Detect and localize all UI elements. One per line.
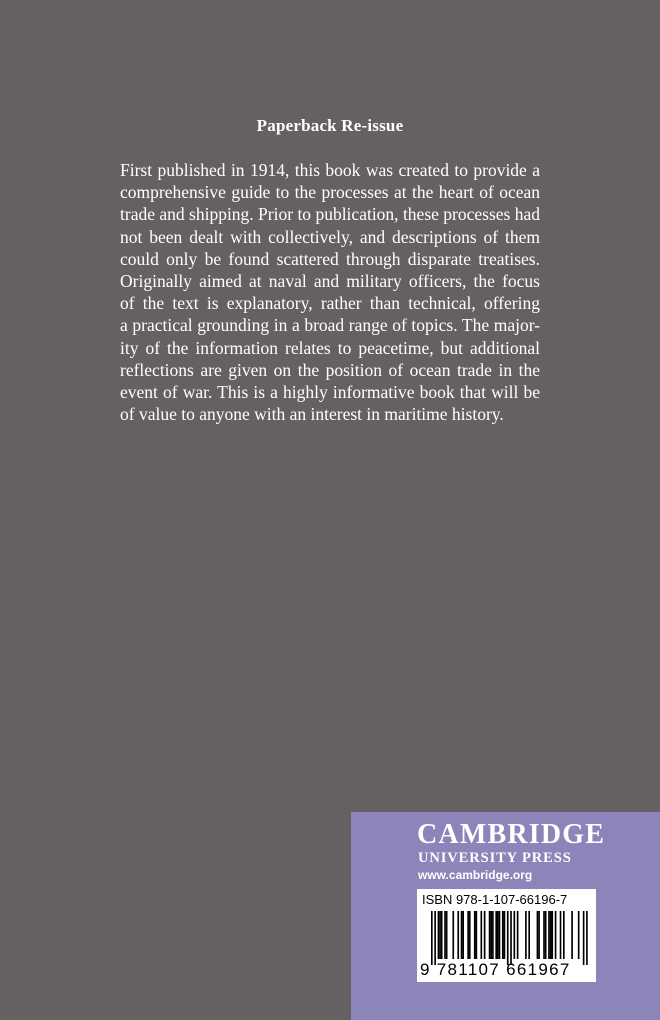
barcode-bar xyxy=(560,911,562,959)
publisher-logo-name: CAMBRIDGE xyxy=(417,819,606,850)
blurb-line: ity of the information relates to peacetime, but additional xyxy=(120,337,540,358)
barcode-bar xyxy=(586,911,588,965)
blurb-line: a practical grounding in a broad range of topics. The major- xyxy=(120,315,540,336)
publisher-panel xyxy=(351,812,660,1020)
barcode-bar xyxy=(571,911,573,959)
barcode-bar xyxy=(583,911,585,965)
blurb-line: event of war. This is a highly informative book that will be xyxy=(120,381,540,402)
barcode-bar xyxy=(431,911,433,965)
ean-digits: 9 781107 661967 xyxy=(420,960,571,979)
blurb-line: trade and shipping. Prior to publication, these processes had xyxy=(120,204,540,225)
barcode-bar xyxy=(514,911,516,959)
barcode-bar xyxy=(489,911,491,959)
barcode-bar xyxy=(578,911,580,959)
blurb-line: Originally aimed at naval and military officers, the focus xyxy=(120,270,540,291)
barcode-bar xyxy=(538,911,540,959)
blurb-text xyxy=(120,159,540,425)
barcode-bar xyxy=(545,911,547,959)
barcode-bar xyxy=(476,911,478,959)
barcode-bar xyxy=(438,911,440,959)
barcode-bar xyxy=(495,911,497,959)
barcode-bar xyxy=(497,911,499,959)
barcode-bar xyxy=(507,911,509,965)
barcode-bar xyxy=(563,911,565,959)
barcode-bar xyxy=(502,911,504,959)
barcode-bar xyxy=(441,911,443,959)
isbn-text: ISBN 978-1-107-66196-7 xyxy=(422,892,568,907)
blurb-line: reflections are given on the position of ocean trade in the xyxy=(120,359,540,380)
barcode-bar xyxy=(462,911,464,959)
barcode-bar xyxy=(434,911,436,965)
barcode-bar xyxy=(543,911,545,959)
barcode-bar xyxy=(446,911,448,959)
barcode-label xyxy=(417,889,596,982)
barcode-bar xyxy=(550,911,552,959)
blurb-line: First published in 1914, this book was created to provide a xyxy=(120,160,540,180)
publisher-logo-subname: UNIVERSITY PRESS xyxy=(418,850,572,866)
blurb-line: could only be found scattered through disparate treatises. xyxy=(120,248,540,269)
barcode-bar xyxy=(481,911,483,959)
blurb-line: of the text is explanatory, rather than technical, offering xyxy=(120,293,540,314)
barcode-bar xyxy=(555,911,557,959)
barcode-bar xyxy=(461,911,463,959)
barcode-bar xyxy=(548,911,550,959)
cover-heading: Paperback Re-issue xyxy=(256,116,404,135)
barcode-bar xyxy=(490,911,492,959)
barcode-bar xyxy=(457,911,459,959)
barcode-bar xyxy=(537,911,539,959)
barcode-bar xyxy=(474,911,476,959)
barcode-bar xyxy=(510,911,512,965)
barcode-bar xyxy=(525,911,527,959)
barcode-bar xyxy=(492,911,494,959)
publisher-url: www.cambridge.org xyxy=(418,868,533,882)
blurb-line: not been dealt with collectively, and descriptions of them xyxy=(120,226,540,247)
barcode-bar xyxy=(551,911,553,959)
barcode-bar xyxy=(484,911,486,959)
barcode-bar xyxy=(504,911,506,959)
barcode-bar xyxy=(528,911,530,959)
barcode-bar xyxy=(517,911,519,959)
barcode-bar xyxy=(439,911,441,959)
barcode-bar xyxy=(444,911,446,959)
barcode-bar xyxy=(499,911,501,959)
barcode-bar xyxy=(469,911,471,959)
barcode-bar xyxy=(467,911,469,959)
blurb-line: of value to anyone with an interest in maritime history. xyxy=(120,404,504,425)
barcode-bar xyxy=(452,911,454,959)
blurb-line: comprehensive guide to the processes at the heart of ocean xyxy=(120,182,540,203)
